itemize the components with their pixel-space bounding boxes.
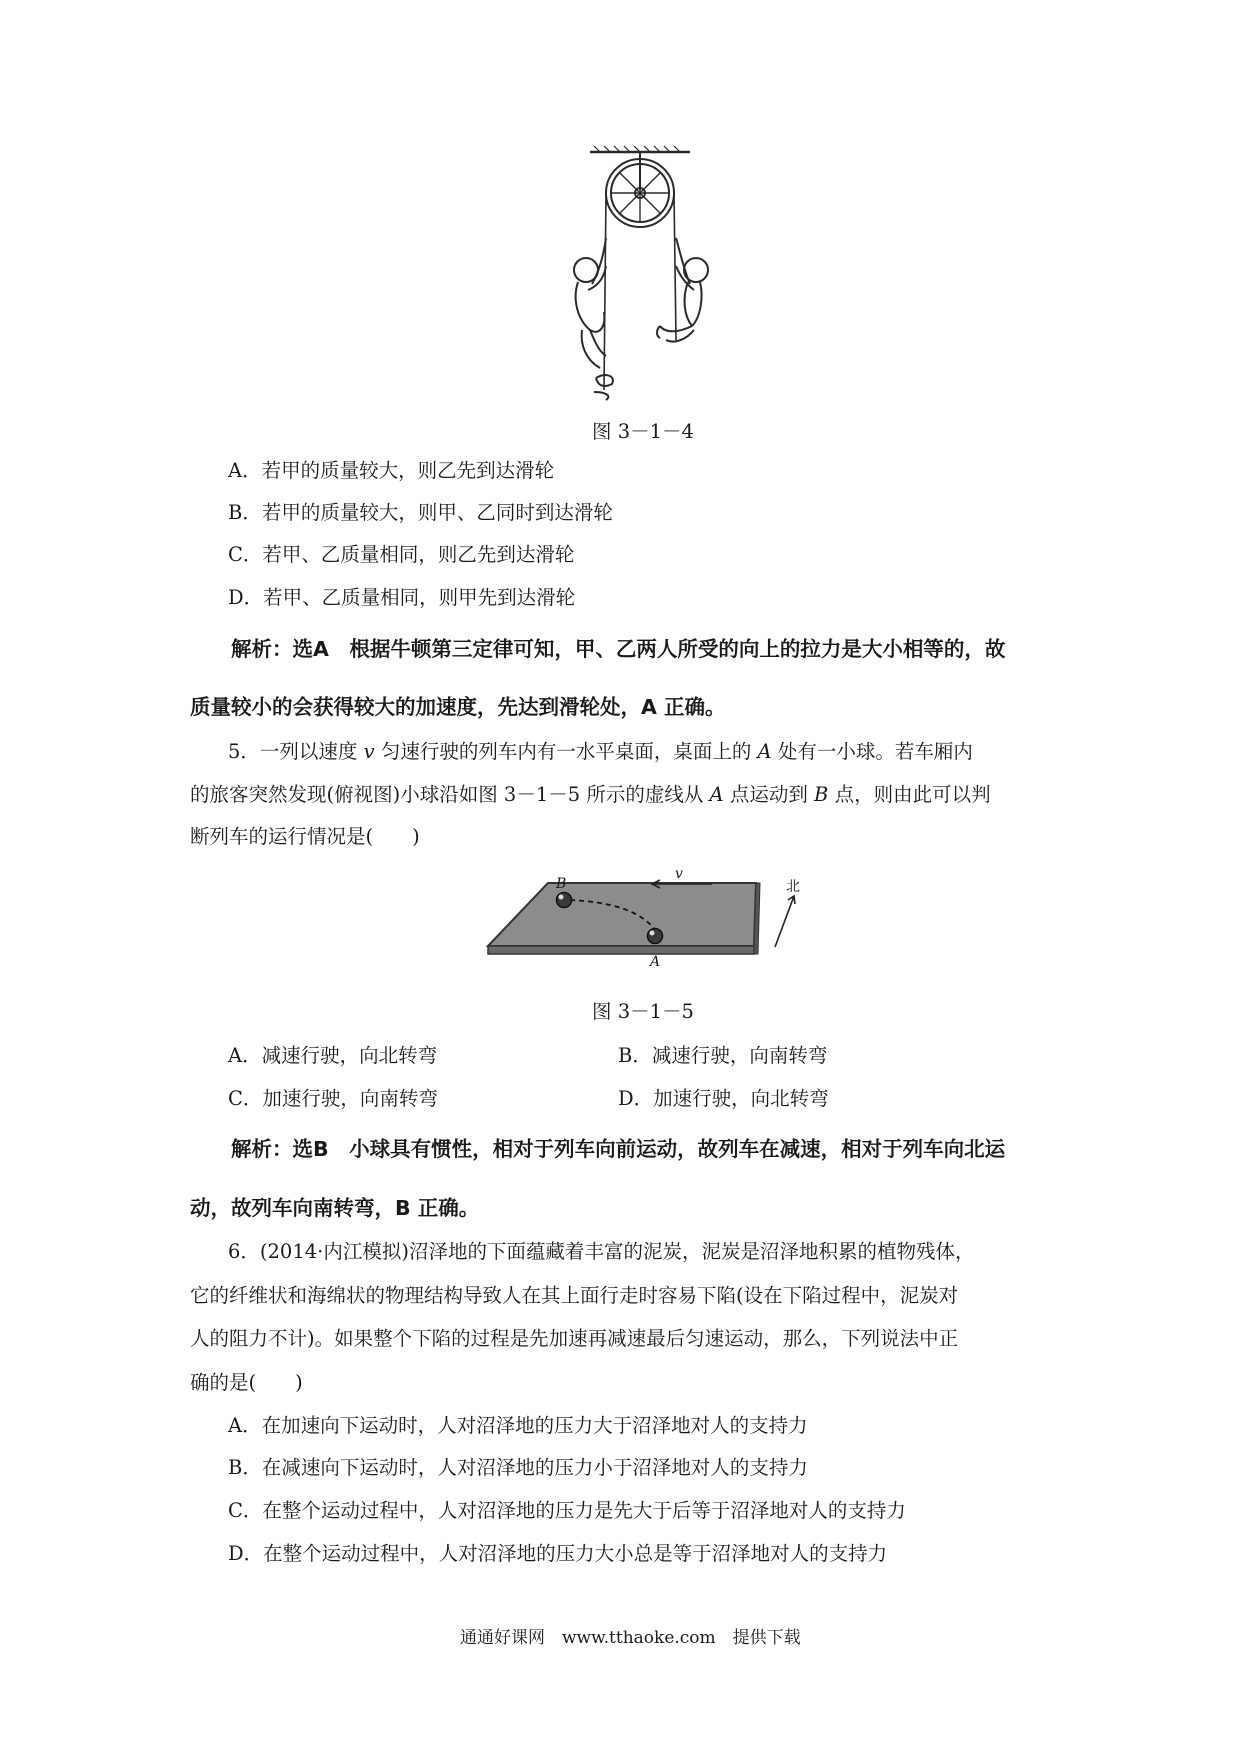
q6-option-c: C．在整个运动过程中，人对沼泽地的压力是先大于后等于沼泽地对人的支持力 [228, 1499, 906, 1522]
q6-option-d: D．在整个运动过程中，人对沼泽地的压力大小总是等于沼泽地对人的支持力 [228, 1542, 888, 1565]
q4-option-b: B．若甲的质量较大，则甲、乙同时到达滑轮 [228, 501, 613, 524]
figure-label-a: A [650, 954, 661, 970]
q4-option-a: A．若甲的质量较大，则乙先到达滑轮 [228, 459, 555, 482]
figure-3-1-5-caption: 图 3－1－5 [592, 1000, 694, 1023]
q4-analysis-line-2: 质量较小的会获得较大的加速度，先达到滑轮处，A 正确。 [190, 695, 726, 719]
q5-analysis-line-2: 动，故列车向南转弯，B 正确。 [190, 1196, 480, 1220]
figure-label-v: v [675, 866, 683, 882]
q5-option-a: A．减速行驶，向北转弯 [228, 1044, 438, 1067]
q6-stem-line-3: 人的阻力不计)。如果整个下陷的过程是先加速再减速最后匀速运动，那么，下列说法中正 [190, 1327, 959, 1350]
q5-option-d: D．加速行驶，向北转弯 [618, 1087, 829, 1110]
q5-stem-line-1: 5．一列以速度 v 匀速行驶的列车内有一水平桌面，桌面上的 A 处有一小球。若车厢内 [228, 740, 973, 763]
q6-stem-line-2: 它的纤维状和海绵状的物理结构导致人在其上面行走时容易下陷(设在下陷过程中，泥炭对 [190, 1284, 959, 1307]
figure-label-north: 北 [786, 879, 800, 895]
q4-option-c: C．若甲、乙质量相同，则乙先到达滑轮 [228, 543, 575, 566]
q5-option-b: B．减速行驶，向南转弯 [618, 1044, 828, 1067]
page-footer: 通通好课网 www.tthaoke.com 提供下载 [460, 1628, 801, 1648]
q5-stem-line-3: 断列车的运行情况是( ) [190, 825, 420, 848]
q5-stem-line-2: 的旅客突然发现(俯视图)小球沿如图 3－1－5 所示的虚线从 A 点运动到 B 点，则由此可以判 [190, 783, 991, 806]
q6-option-b: B．在减速向下运动时，人对沼泽地的压力小于沼泽地对人的支持力 [228, 1456, 808, 1479]
figure-label-b: B [556, 876, 567, 892]
q6-stem-line-4: 确的是( ) [190, 1371, 303, 1394]
figure-3-1-4-caption: 图 3－1－4 [592, 420, 694, 443]
q6-stem-line-1: 6．(2014·内江模拟)沼泽地的下面蕴藏着丰富的泥炭，泥炭是沼泽地积累的植物残体， [228, 1240, 975, 1263]
q6-option-a: A．在加速向下运动时，人对沼泽地的压力大于沼泽地对人的支持力 [228, 1414, 808, 1437]
q5-analysis-line-1: 解析：选B 小球具有惯性，相对于列车向前运动，故列车在减速，相对于列车向北运 [231, 1137, 1006, 1161]
q5-option-c: C．加速行驶，向南转弯 [228, 1087, 438, 1110]
q4-option-d: D．若甲、乙质量相同，则甲先到达滑轮 [228, 586, 576, 609]
q4-analysis-line-1: 解析：选A 根据牛顿第三定律可知，甲、乙两人所受的向上的拉力是大小相等的，故 [231, 637, 1006, 661]
